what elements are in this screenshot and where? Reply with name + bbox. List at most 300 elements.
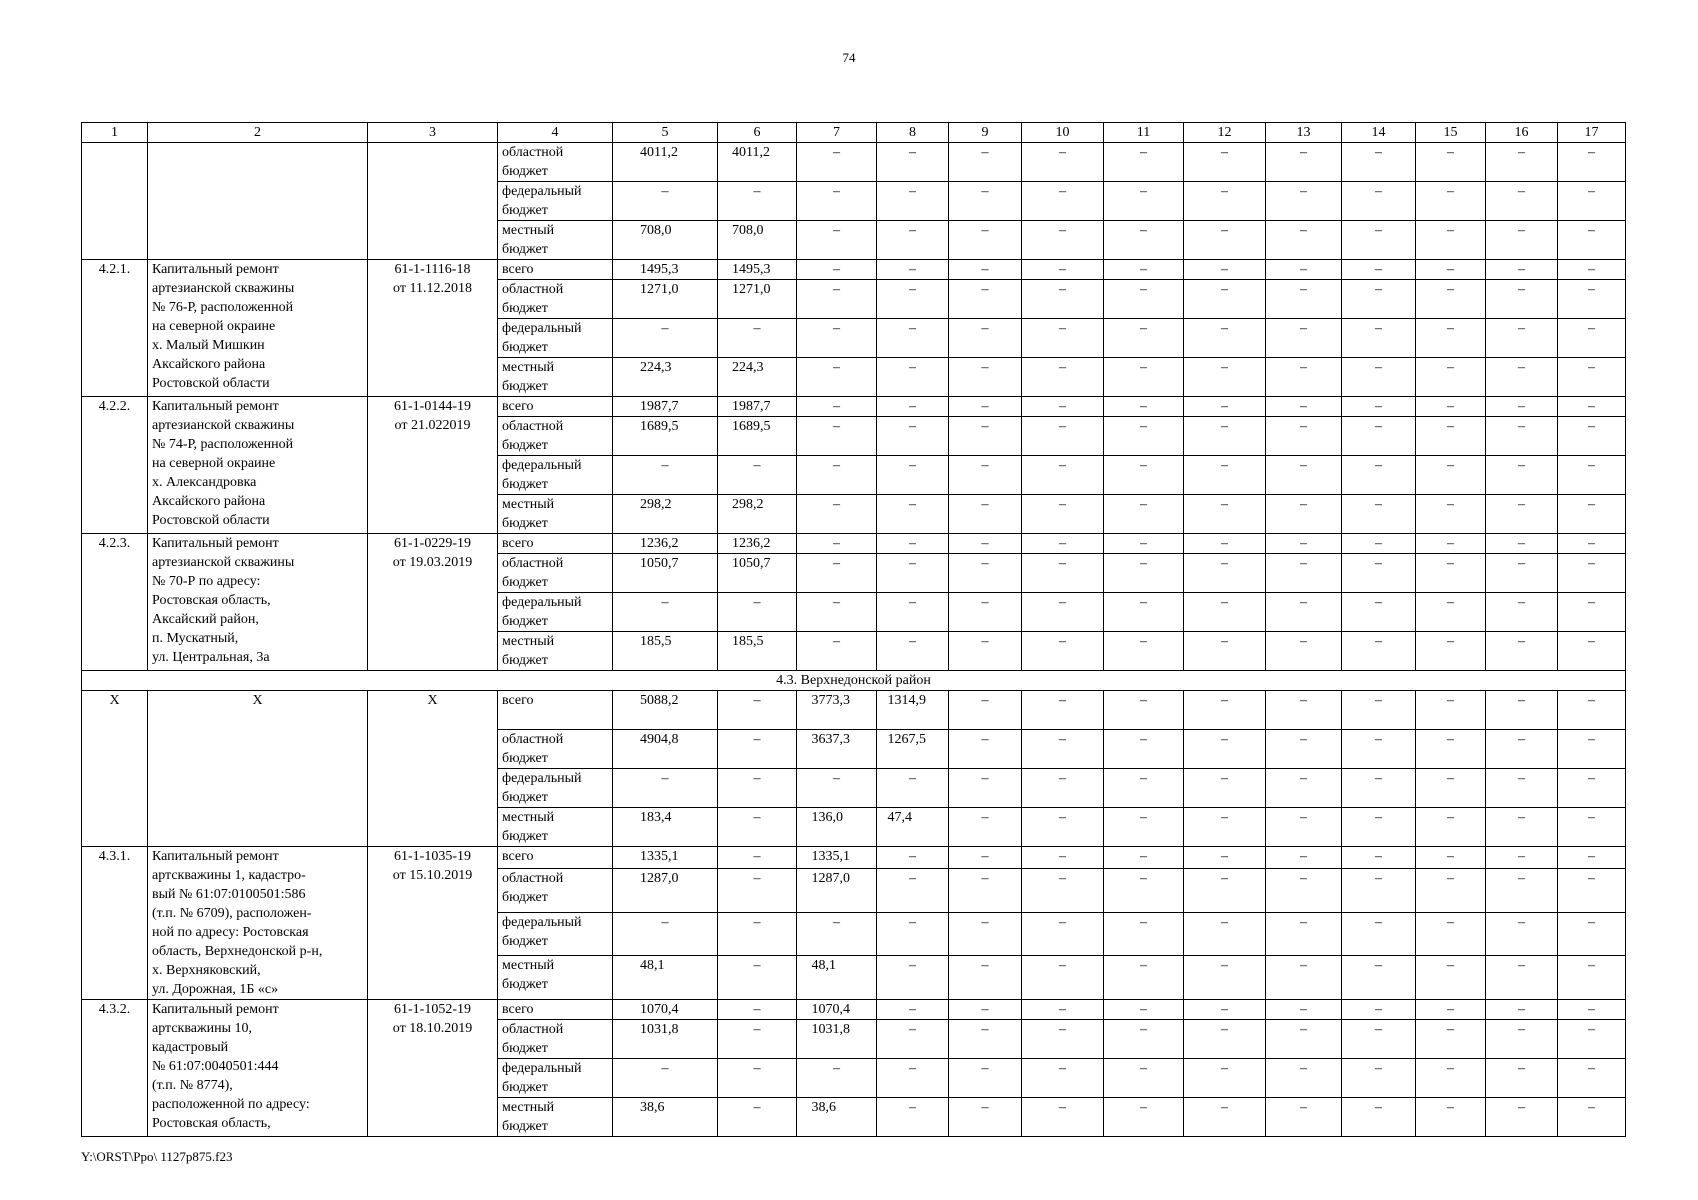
permit: 61-1-0229-19 от 19.03.2019 (368, 534, 498, 671)
dash-cell: – (1416, 1059, 1486, 1098)
value-cell: – (613, 912, 718, 956)
dash-cell: – (1022, 593, 1104, 632)
dash-cell: – (1486, 1059, 1558, 1098)
item-name: Капитальный ремонт артезианской скважины № 76-Р, расположенной на северной окраине х. Малый Мишкин Аксайского района Ростовской области (148, 260, 368, 397)
dash-cell: – (1104, 869, 1184, 913)
dash-cell: – (797, 397, 877, 417)
dash-cell: – (877, 495, 949, 534)
item-number: 4.2.1. (82, 260, 148, 397)
dash-cell: – (1104, 1020, 1184, 1059)
dash-cell: – (1184, 769, 1266, 808)
value-cell (797, 1098, 877, 1137)
dash-cell: – (949, 956, 1022, 1000)
value: 48,1 (640, 958, 665, 974)
value-cell (877, 730, 949, 769)
budget-table (81, 122, 1626, 1137)
dash-cell: – (949, 182, 1022, 221)
dash-cell: – (1416, 769, 1486, 808)
value-cell: – (718, 182, 797, 221)
value: 1335,1 (640, 849, 679, 864)
dash-cell: – (1104, 417, 1184, 456)
column-number-row (82, 123, 1626, 143)
dash-cell: – (877, 869, 949, 913)
funding-source: федеральный бюджет (498, 456, 613, 495)
dash-cell: – (1342, 495, 1416, 534)
dash-cell: – (1342, 1059, 1416, 1098)
dash-cell: – (1266, 632, 1342, 671)
value-cell (613, 534, 718, 554)
value-cell: – (718, 456, 797, 495)
dash-cell: – (797, 534, 877, 554)
value-cell: – (613, 456, 718, 495)
dash-cell: – (1486, 221, 1558, 260)
dash-cell: – (1266, 417, 1342, 456)
permit: 61-1-1116-18 от 11.12.2018 (368, 260, 498, 397)
dash-cell: – (1104, 691, 1184, 730)
value-cell (613, 632, 718, 671)
empty-cell (368, 143, 498, 260)
dash-cell: – (949, 593, 1022, 632)
dash-cell: – (1184, 632, 1266, 671)
value: 4904,8 (640, 732, 679, 747)
dash-cell: – (1104, 182, 1184, 221)
dash-cell: – (877, 280, 949, 319)
column-number: 4 (498, 123, 613, 143)
dash-cell: – (1416, 691, 1486, 730)
dash-cell: – (1022, 554, 1104, 593)
column-number: 17 (1558, 123, 1626, 143)
x-marker: Х (148, 691, 368, 847)
dash-cell: – (1184, 221, 1266, 260)
funding-source: федеральный бюджет (498, 1059, 613, 1098)
dash-cell: – (1342, 397, 1416, 417)
dash-cell: – (949, 730, 1022, 769)
funding-source: всего (498, 260, 613, 280)
value-cell: – (718, 730, 797, 769)
dash-cell: – (949, 691, 1022, 730)
dash-cell: – (1558, 808, 1626, 847)
value: 224,3 (732, 360, 764, 375)
value-cell (797, 691, 877, 730)
dash-cell: – (1558, 143, 1626, 182)
dash-cell: – (1266, 182, 1342, 221)
value-cell: – (718, 1059, 797, 1098)
dash-cell: – (949, 632, 1022, 671)
value-cell: – (718, 691, 797, 730)
dash-cell: – (877, 1020, 949, 1059)
value-cell (797, 1020, 877, 1059)
value-cell (797, 808, 877, 847)
dash-cell: – (949, 319, 1022, 358)
value: 47,4 (887, 810, 912, 825)
dash-cell: – (1266, 956, 1342, 1000)
x-marker: Х (368, 691, 498, 847)
value-cell: – (613, 769, 718, 808)
item-number: 4.3.2. (82, 1000, 148, 1137)
dash-cell: – (1266, 869, 1342, 913)
row-r423-total (82, 534, 1626, 554)
value: 185,5 (640, 634, 672, 649)
value-cell (718, 632, 797, 671)
dash-cell: – (1342, 869, 1416, 913)
dash-cell: – (1104, 912, 1184, 956)
dash-cell: – (877, 358, 949, 397)
dash-cell: – (1486, 847, 1558, 869)
funding-source: областной бюджет (498, 143, 613, 182)
value: 1267,5 (887, 732, 926, 747)
dash-cell: – (1022, 1059, 1104, 1098)
value-cell (613, 1000, 718, 1020)
value: 224,3 (640, 360, 672, 375)
dash-cell: – (1342, 221, 1416, 260)
funding-source: местный бюджет (498, 632, 613, 671)
value-cell (613, 221, 718, 260)
dash-cell: – (1184, 1059, 1266, 1098)
dash-cell: – (1558, 260, 1626, 280)
dash-cell: – (1022, 182, 1104, 221)
dash-cell: – (1486, 593, 1558, 632)
value-cell (613, 143, 718, 182)
dash-cell: – (1104, 956, 1184, 1000)
dash-cell: – (949, 260, 1022, 280)
dash-cell: – (1184, 1098, 1266, 1137)
dash-cell: – (1022, 397, 1104, 417)
dash-cell: – (1022, 260, 1104, 280)
value-cell (797, 847, 877, 869)
value-cell: – (718, 869, 797, 913)
dash-cell: – (1486, 534, 1558, 554)
dash-cell: – (1342, 730, 1416, 769)
dash-cell: – (1184, 912, 1266, 956)
funding-source: федеральный бюджет (498, 182, 613, 221)
value-cell: – (718, 912, 797, 956)
value: 1236,2 (732, 536, 771, 551)
dash-cell: – (1266, 554, 1342, 593)
value-cell (718, 143, 797, 182)
dash-cell: – (1416, 182, 1486, 221)
dash-cell: – (1104, 260, 1184, 280)
value-cell: – (718, 956, 797, 1000)
dash-cell: – (797, 280, 877, 319)
value: 1287,0 (640, 871, 679, 887)
column-number: 10 (1022, 123, 1104, 143)
dash-cell: – (1184, 417, 1266, 456)
value: 708,0 (732, 223, 764, 238)
funding-source: местный бюджет (498, 221, 613, 260)
dash-cell: – (1416, 143, 1486, 182)
value-cell (718, 554, 797, 593)
dash-cell: – (1184, 1020, 1266, 1059)
dash-cell: – (1266, 808, 1342, 847)
funding-source: всего (498, 691, 613, 730)
value-cell (613, 260, 718, 280)
page-number: 74 (842, 50, 856, 65)
value-cell (877, 808, 949, 847)
value: 298,2 (732, 497, 764, 512)
value-cell (613, 730, 718, 769)
dash-cell: – (1022, 1020, 1104, 1059)
dash-cell: – (797, 593, 877, 632)
dash-cell: – (1486, 397, 1558, 417)
dash-cell: – (1104, 1059, 1184, 1098)
dash-cell: – (1022, 691, 1104, 730)
value: 4011,2 (640, 145, 678, 160)
dash-cell: – (1416, 456, 1486, 495)
dash-cell: – (1266, 1020, 1342, 1059)
value-cell (613, 280, 718, 319)
dash-cell: – (949, 912, 1022, 956)
dash-cell: – (1342, 358, 1416, 397)
value: 1271,0 (640, 282, 679, 297)
value-cell: – (797, 912, 877, 956)
value: 48,1 (811, 958, 836, 974)
dash-cell: – (1486, 956, 1558, 1000)
dash-cell: – (1342, 691, 1416, 730)
dash-cell: – (949, 1098, 1022, 1137)
dash-cell: – (1022, 730, 1104, 769)
value-cell: – (877, 769, 949, 808)
dash-cell: – (1266, 730, 1342, 769)
dash-cell: – (1022, 221, 1104, 260)
dash-cell: – (1486, 280, 1558, 319)
dash-cell: – (1558, 280, 1626, 319)
value-cell: – (718, 1098, 797, 1137)
value-cell: – (613, 319, 718, 358)
dash-cell: – (797, 554, 877, 593)
dash-cell: – (1022, 912, 1104, 956)
dash-cell: – (1342, 593, 1416, 632)
dash-cell: – (1104, 847, 1184, 869)
value-cell (718, 221, 797, 260)
dash-cell: – (1558, 869, 1626, 913)
dash-cell: – (1022, 456, 1104, 495)
dash-cell: – (1342, 1000, 1416, 1020)
dash-cell: – (1416, 847, 1486, 869)
dash-cell: – (1022, 358, 1104, 397)
column-number: 3 (368, 123, 498, 143)
funding-source: всего (498, 847, 613, 869)
dash-cell: – (1558, 319, 1626, 358)
dash-cell: – (1486, 495, 1558, 534)
value: 1236,2 (640, 536, 679, 551)
dash-cell: – (1104, 280, 1184, 319)
dash-cell: – (1184, 691, 1266, 730)
permit: 61-1-1052-19 от 18.10.2019 (368, 1000, 498, 1137)
dash-cell: – (1104, 808, 1184, 847)
dash-cell: – (1486, 1098, 1558, 1137)
dash-cell: – (1266, 847, 1342, 869)
dash-cell: – (1558, 1000, 1626, 1020)
value: 3773,3 (811, 693, 850, 708)
dash-cell: – (1558, 593, 1626, 632)
dash-cell: – (1266, 912, 1342, 956)
dash-cell: – (1342, 956, 1416, 1000)
dash-cell: – (1558, 554, 1626, 593)
empty-cell (148, 143, 368, 260)
dash-cell: – (1022, 495, 1104, 534)
value: 1689,5 (640, 419, 679, 434)
dash-cell: – (1104, 1098, 1184, 1137)
dash-cell: – (877, 182, 949, 221)
dash-cell: – (1486, 1020, 1558, 1059)
dash-cell: – (1266, 358, 1342, 397)
item-name: Капитальный ремонт артезианской скважины № 70-Р по адресу: Ростовская область, Аксайский район, п. Мускатный, ул. Центральная, 3а (148, 534, 368, 671)
item-number: 4.3.1. (82, 847, 148, 1000)
permit: 61-1-1035-19 от 15.10.2019 (368, 847, 498, 1000)
value: 1070,4 (640, 1002, 679, 1017)
dash-cell: – (949, 456, 1022, 495)
column-number: 12 (1184, 123, 1266, 143)
dash-cell: – (949, 769, 1022, 808)
value-cell: – (718, 1020, 797, 1059)
value-cell (718, 280, 797, 319)
value: 1495,3 (640, 262, 679, 277)
dash-cell: – (1486, 182, 1558, 221)
dash-cell: – (1416, 956, 1486, 1000)
dash-cell: – (1022, 1098, 1104, 1137)
funding-source: федеральный бюджет (498, 769, 613, 808)
dash-cell: – (1266, 319, 1342, 358)
dash-cell: – (1184, 847, 1266, 869)
dash-cell: – (1486, 808, 1558, 847)
value-cell: – (718, 1000, 797, 1020)
row-r421-total (82, 260, 1626, 280)
dash-cell: – (1184, 534, 1266, 554)
section-row (82, 671, 1626, 691)
dash-cell: – (1184, 593, 1266, 632)
item-name: Капитальный ремонт артезианской скважины № 74-Р, расположенной на северной окраине х. Александровка Аксайского района Ростовской области (148, 397, 368, 534)
value: 298,2 (640, 497, 672, 512)
dash-cell: – (1266, 260, 1342, 280)
value-cell (718, 417, 797, 456)
value: 1031,8 (640, 1022, 679, 1037)
dash-cell: – (949, 221, 1022, 260)
dash-cell: – (1022, 869, 1104, 913)
dash-cell: – (1558, 847, 1626, 869)
dash-cell: – (1266, 1098, 1342, 1137)
dash-cell: – (1104, 319, 1184, 358)
dash-cell: – (1558, 456, 1626, 495)
dash-cell: – (1486, 730, 1558, 769)
dash-cell: – (1104, 1000, 1184, 1020)
dash-cell: – (1416, 319, 1486, 358)
value-cell (797, 1000, 877, 1020)
dash-cell: – (1104, 221, 1184, 260)
dash-cell: – (1104, 534, 1184, 554)
dash-cell: – (1558, 221, 1626, 260)
dash-cell: – (877, 1000, 949, 1020)
dash-cell: – (1342, 632, 1416, 671)
dash-cell: – (1416, 632, 1486, 671)
dash-cell: – (877, 319, 949, 358)
dash-cell: – (1184, 358, 1266, 397)
value-cell: – (718, 847, 797, 869)
dash-cell: – (1486, 632, 1558, 671)
dash-cell: – (1022, 534, 1104, 554)
funding-source: местный бюджет (498, 808, 613, 847)
dash-cell: – (1022, 956, 1104, 1000)
funding-source: всего (498, 397, 613, 417)
dash-cell: – (949, 397, 1022, 417)
dash-cell: – (1558, 632, 1626, 671)
file-path-footer: Y:\ORST\Ppo\ 1127p875.f23 (81, 1149, 233, 1164)
dash-cell: – (1184, 143, 1266, 182)
dash-cell: – (877, 1098, 949, 1137)
permit: 61-1-0144-19 от 21.022019 (368, 397, 498, 534)
dash-cell: – (1184, 280, 1266, 319)
dash-cell: – (1416, 221, 1486, 260)
dash-cell: – (1486, 769, 1558, 808)
dash-cell: – (797, 358, 877, 397)
dash-cell: – (1184, 456, 1266, 495)
value-cell (613, 808, 718, 847)
dash-cell: – (1416, 1000, 1486, 1020)
funding-source: областной бюджет (498, 554, 613, 593)
dash-cell: – (797, 260, 877, 280)
value: 183,4 (640, 810, 672, 825)
row-top-regional (82, 143, 1626, 182)
value-cell: – (613, 182, 718, 221)
value: 185,5 (732, 634, 764, 649)
item-number: 4.2.2. (82, 397, 148, 534)
row-r431-total (82, 847, 1626, 869)
dash-cell: – (1342, 769, 1416, 808)
value-cell (613, 956, 718, 1000)
value-cell (797, 730, 877, 769)
dash-cell: – (1184, 495, 1266, 534)
dash-cell: – (1184, 319, 1266, 358)
dash-cell: – (1022, 769, 1104, 808)
dash-cell: – (1266, 769, 1342, 808)
dash-cell: – (797, 456, 877, 495)
empty-cell (82, 143, 148, 260)
dash-cell: – (1342, 808, 1416, 847)
dash-cell: – (1416, 808, 1486, 847)
value-cell (613, 691, 718, 730)
dash-cell: – (1022, 847, 1104, 869)
dash-cell: – (1266, 495, 1342, 534)
dash-cell: – (1022, 1000, 1104, 1020)
row-r422-total (82, 397, 1626, 417)
dash-cell: – (1416, 869, 1486, 913)
dash-cell: – (877, 912, 949, 956)
value: 1070,4 (811, 1002, 850, 1017)
dash-cell: – (1558, 182, 1626, 221)
column-number: 11 (1104, 123, 1184, 143)
item-name: Капитальный ремонт артскважины 1, кадастро- вый № 61:07:0100501:586 (т.п. № 6709), расположен- ной по адресу: Ростовская область, Верхнедонской р-н, х. Верхняковский, ул. Дорожная, 1Б «с» (148, 847, 368, 1000)
dash-cell: – (1104, 769, 1184, 808)
dash-cell: – (1342, 260, 1416, 280)
value: 38,6 (640, 1100, 665, 1115)
value-cell (613, 1098, 718, 1137)
dash-cell: – (1022, 417, 1104, 456)
value-cell (613, 869, 718, 913)
funding-source: областной бюджет (498, 280, 613, 319)
dash-cell: – (877, 143, 949, 182)
dash-cell: – (1104, 730, 1184, 769)
value: 136,0 (811, 810, 843, 825)
dash-cell: – (1342, 1020, 1416, 1059)
value-cell: – (613, 593, 718, 632)
dash-cell: – (1104, 593, 1184, 632)
section-title: 4.3. Верхнедонской район (82, 671, 1626, 691)
dash-cell: – (1184, 554, 1266, 593)
funding-source: областной бюджет (498, 1020, 613, 1059)
dash-cell: – (1266, 691, 1342, 730)
dash-cell: – (1486, 869, 1558, 913)
value: 1987,7 (732, 399, 771, 414)
dash-cell: – (949, 869, 1022, 913)
